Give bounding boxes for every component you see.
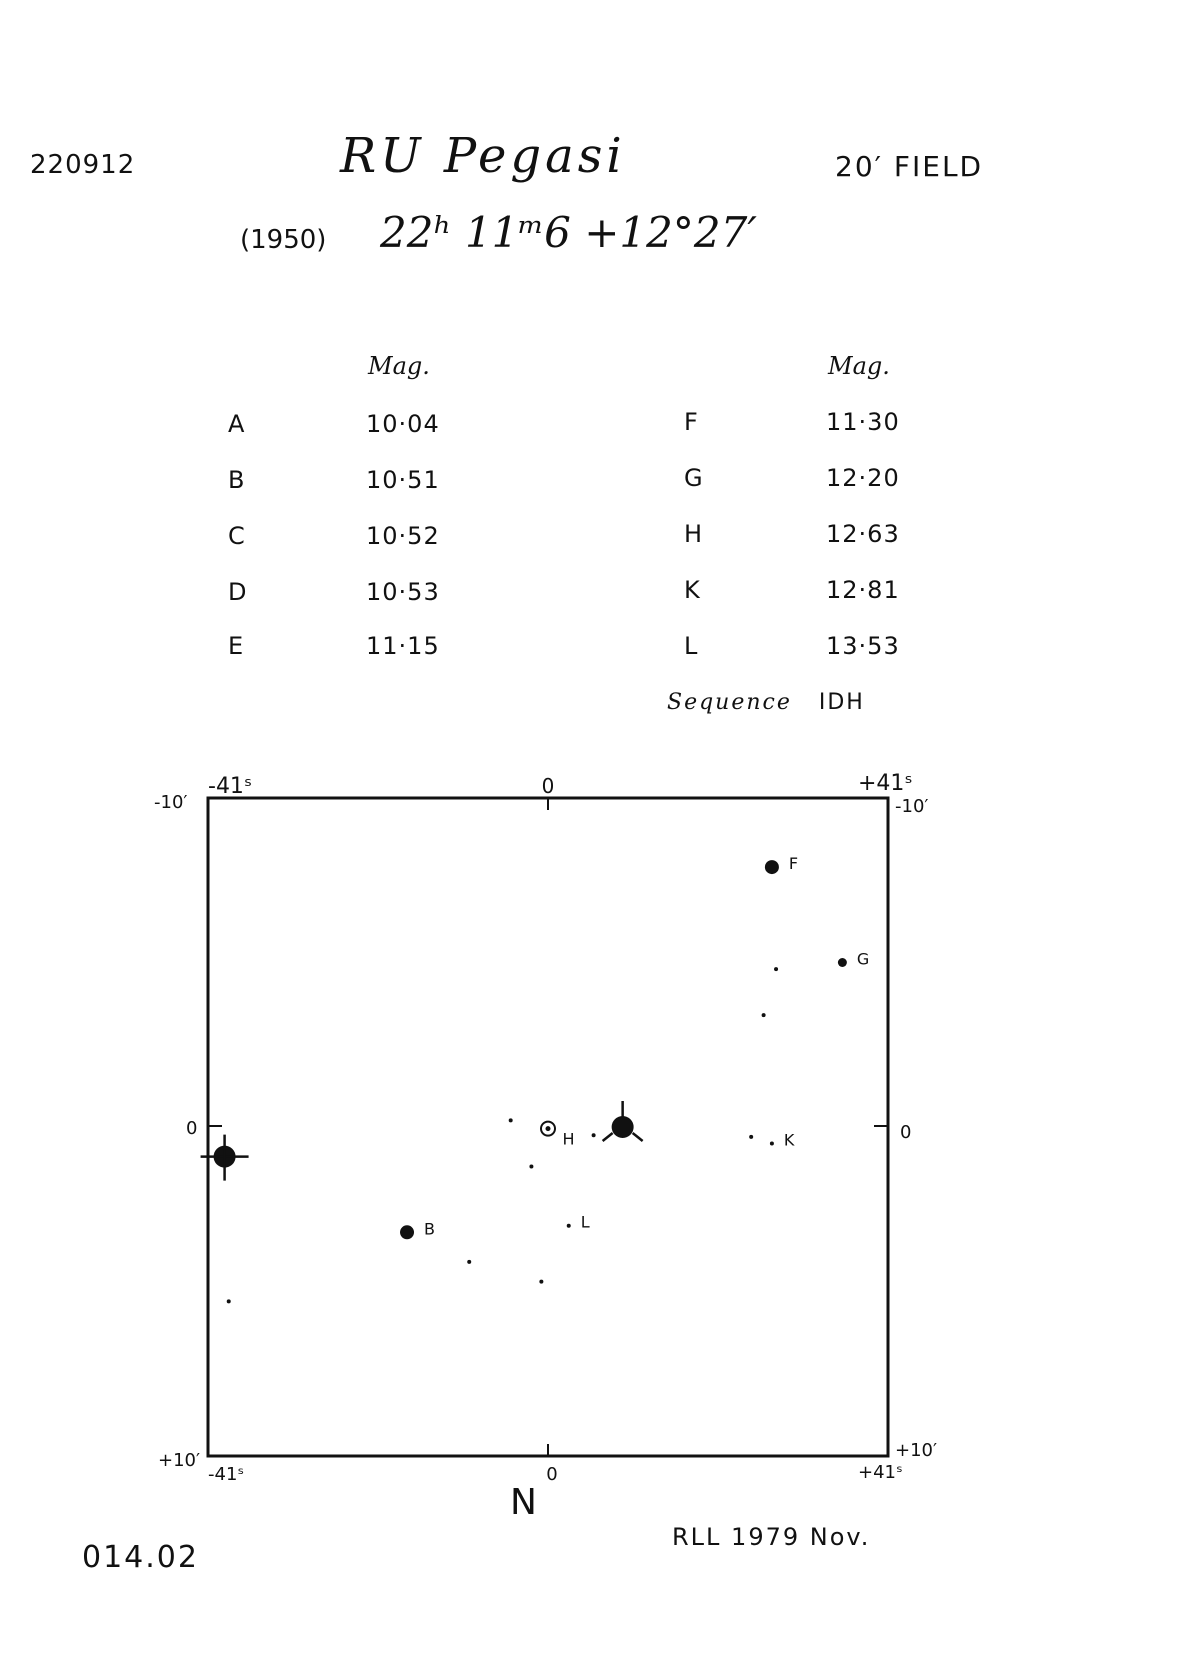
top-left-ra-label: -41ˢ bbox=[208, 774, 253, 799]
star-f bbox=[765, 854, 798, 874]
star-g bbox=[838, 950, 869, 969]
star-label-h: H bbox=[562, 1129, 575, 1149]
epoch: (1950) bbox=[240, 225, 327, 255]
comparison-label: D bbox=[228, 578, 247, 606]
top-right-ra-label: +41ˢ bbox=[858, 771, 913, 796]
comparison-mag: 12·81 bbox=[826, 576, 900, 604]
comparison-label: L bbox=[684, 632, 698, 660]
comparison-mag: 12·20 bbox=[826, 464, 900, 492]
comparison-mag: 10·52 bbox=[366, 522, 440, 550]
comparison-mag: 11·30 bbox=[826, 408, 900, 436]
comparison-label: K bbox=[684, 576, 700, 604]
comparison-mag: 12·63 bbox=[826, 520, 900, 548]
star-label-f: F bbox=[788, 854, 799, 874]
star-name-title: RU Pegasi bbox=[340, 128, 626, 184]
comparison-mag: 10·51 bbox=[366, 466, 440, 494]
coordinates: 22ʰ 11ᵐ6 +12°27′ bbox=[380, 208, 757, 257]
mag-heading-right: Mag. bbox=[828, 352, 890, 380]
bottom-right-ra-label: +41ˢ bbox=[858, 1462, 903, 1483]
plate-number: 014.02 bbox=[82, 1540, 199, 1575]
star-k bbox=[770, 1130, 795, 1149]
star-h bbox=[541, 1122, 575, 1149]
sequence-code: IDH bbox=[818, 690, 865, 715]
comparison-label: H bbox=[684, 520, 703, 548]
star-label-g: G bbox=[856, 949, 870, 969]
field-star bbox=[762, 1013, 766, 1017]
field-star bbox=[509, 1118, 513, 1122]
mag-heading-left: Mag. bbox=[368, 352, 430, 380]
comparison-label: C bbox=[228, 522, 245, 550]
right-mid-dec-label: 0 bbox=[900, 1122, 912, 1143]
star-b bbox=[400, 1219, 435, 1239]
bottom-left-dec-label: +10′ bbox=[158, 1450, 201, 1471]
comparison-mag: 13·53 bbox=[826, 632, 900, 660]
field-star bbox=[227, 1299, 231, 1303]
stars-layer bbox=[201, 854, 870, 1303]
left-top-dec-label: -10′ bbox=[154, 792, 188, 813]
comparison-label: E bbox=[228, 632, 244, 660]
field-size: 20′ FIELD bbox=[835, 150, 984, 183]
bottom-left-ra-label: -41ˢ bbox=[208, 1464, 245, 1485]
field-star bbox=[603, 1101, 643, 1141]
north-indicator: N bbox=[510, 1482, 537, 1523]
right-top-dec-label: -10′ bbox=[895, 796, 929, 817]
field-star bbox=[539, 1280, 543, 1284]
star-label-l: L bbox=[580, 1212, 590, 1232]
comparison-label: B bbox=[228, 466, 245, 494]
chart-id: 220912 bbox=[30, 150, 136, 180]
star-label-k: K bbox=[783, 1130, 795, 1150]
star-label-b: B bbox=[424, 1219, 436, 1239]
sequence-word: Sequence bbox=[667, 690, 792, 715]
comparison-label: G bbox=[684, 464, 703, 492]
field-star bbox=[749, 1135, 753, 1139]
comparison-mag: 10·53 bbox=[366, 578, 440, 606]
top-center-label: 0 bbox=[541, 774, 555, 798]
left-mid-dec-label: 0 bbox=[186, 1118, 198, 1139]
field-star bbox=[529, 1164, 533, 1168]
comparison-label: A bbox=[228, 410, 245, 438]
comparison-label: F bbox=[684, 408, 698, 436]
field-star bbox=[774, 967, 778, 971]
chart-credit: RLL 1979 Nov. bbox=[672, 1523, 871, 1551]
comparison-mag: 11·15 bbox=[366, 632, 440, 660]
bottom-right-dec-label: +10′ bbox=[895, 1440, 938, 1461]
bottom-center-label: 0 bbox=[546, 1464, 558, 1485]
field-star bbox=[592, 1133, 596, 1137]
comparison-mag: 10·04 bbox=[366, 410, 440, 438]
star-l bbox=[567, 1213, 590, 1232]
field-star bbox=[467, 1260, 471, 1264]
